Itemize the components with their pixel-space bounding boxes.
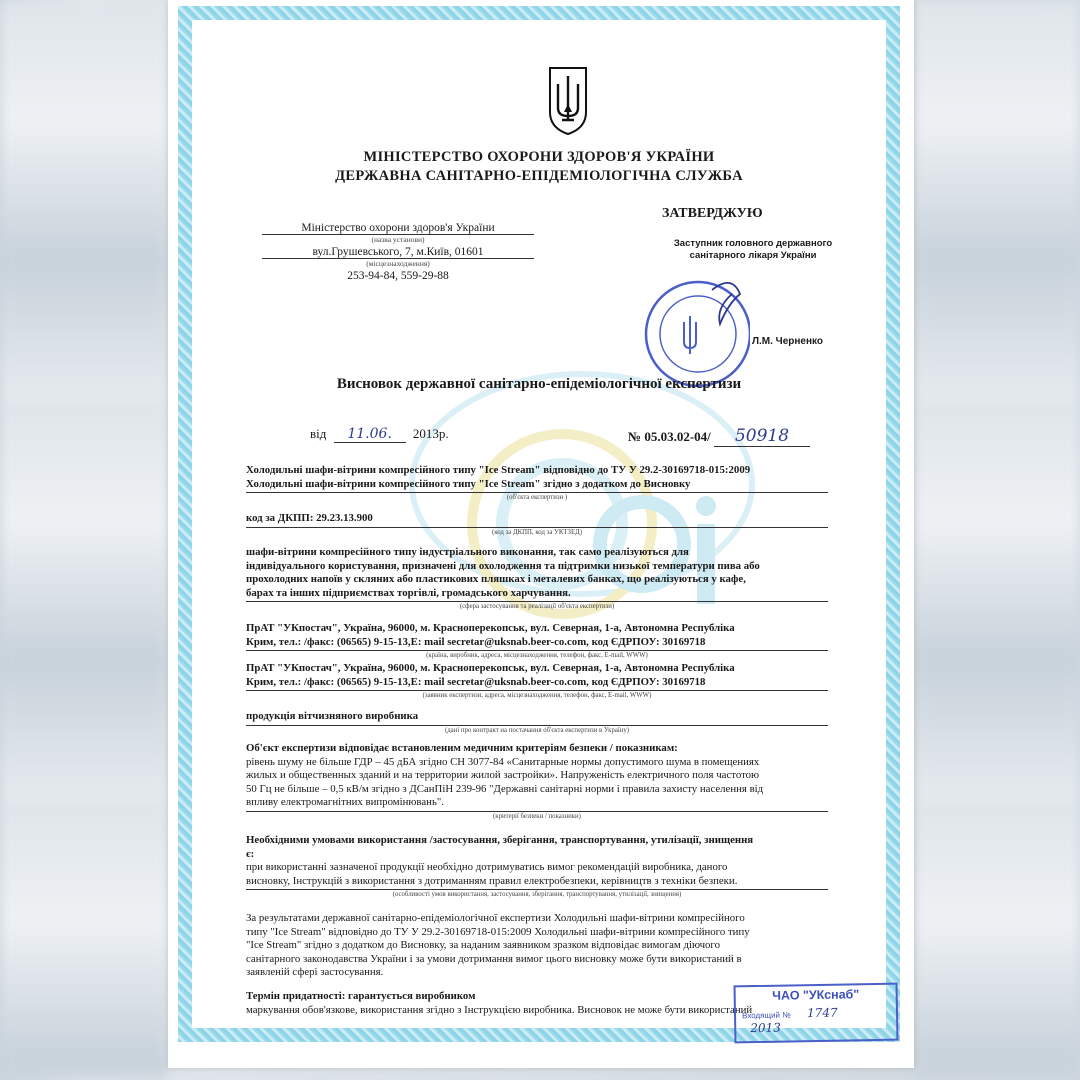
maker-caption: (країна, виробник, адреса, місцезнаходження, телефон, факс, E-mail, WWW) bbox=[246, 650, 828, 660]
document-page bbox=[168, 0, 914, 1068]
guilloche-frame bbox=[178, 6, 900, 1042]
code-caption: (код за ДКПП, код за УКТЗЕД) bbox=[246, 527, 828, 537]
document-title: Висновок державної санітарно-епідеміологічної експертизи bbox=[336, 376, 742, 392]
section-maker bbox=[246, 622, 828, 660]
object-line-2: Холодильні шафи-вітрини компресійного типу "Ice Stream" згідно з додатком до Висновку bbox=[246, 477, 691, 490]
result-line-4: санітарного законодавства України і за умови дотримання вимог цього висновку може бути використаний в bbox=[246, 952, 742, 965]
criteria-line-1: рівень шуму не більше ГДР – 45 дБА згідно СН 3077-84 «Санитарные нормы допустимого шума в помещениях bbox=[246, 755, 760, 768]
ministry-line-1: МІНІСТЕРСТВО ОХОРОНИ ЗДОРОВ'Я УКРАЇНИ bbox=[363, 149, 715, 165]
deputy-position bbox=[638, 238, 868, 262]
applicant-caption: (заявник експертизи, адреса, місцезнаходження, телефон, факс, E-mail, WWW) bbox=[246, 690, 828, 700]
maker-line-2: Крим, тел.: /факс: (06565) 9-15-13,E: mail secretar@uksnab.beer-co.com, код ЄДРПОУ: 30169718 bbox=[246, 635, 706, 648]
trident-emblem-icon bbox=[546, 64, 590, 138]
conditions-line-1: при використанні зазначеної продукції необхідно дотримуватись вимог рекомендацій виробника, даного bbox=[246, 861, 728, 874]
marking-note: маркування обов'язкове, використання згідно з Інструкцією виробника. Висновок не може бути використаний bbox=[246, 1003, 753, 1016]
section-origin bbox=[246, 710, 828, 735]
ministry-header bbox=[206, 148, 872, 186]
section-object bbox=[246, 464, 828, 502]
incoming-stamp bbox=[734, 983, 899, 1044]
background-left bbox=[0, 0, 168, 1080]
institution-name-caption: (назва установи) bbox=[371, 235, 425, 244]
institution-address-caption: (місцезнаходження) bbox=[366, 259, 430, 268]
conditions-caption: (особливості умов використання, застосування, зберігання, транспортування, утилізації, знищення) bbox=[246, 889, 828, 899]
approval-title: ЗАТВЕРДЖУЮ bbox=[662, 206, 763, 221]
stamp-company: ЧАО "УКснаб" bbox=[772, 987, 860, 1003]
code-value: код за ДКПП: 29.23.13.900 bbox=[246, 512, 373, 524]
criteria-line-2: жилых и общественных зданий и на территории жилой застройки». Напруженість електричного поля частотою bbox=[246, 769, 760, 782]
conditions-head: Необхідними умовами використання /застосування, зберігання, транспортування, утилізації, знищення bbox=[246, 834, 754, 846]
institution-address: вул.Грушевського, 7, м.Київ, 01601 bbox=[262, 246, 534, 259]
stamp-incoming-number: 1747 bbox=[806, 1005, 838, 1021]
deputy-line-2: санітарного лікаря України bbox=[689, 250, 817, 261]
scope-caption: (сфера застосування та реалізації об'єкта експертизи) bbox=[246, 601, 828, 611]
deputy-line-1: Заступник головного державного bbox=[673, 238, 833, 249]
date-year: 2013р. bbox=[412, 426, 449, 441]
stamp-year: 2013 bbox=[750, 1020, 781, 1036]
criteria-line-3: 50 Гц не більше – 0,5 кВ/м згідно з ДСанПіН 239-96 "Державні санітарні норми і правила захисту населення від bbox=[246, 782, 764, 795]
ministry-line-2: ДЕРЖАВНА САНІТАРНО-ЕПІДЕМІОЛОГІЧНА СЛУЖБА bbox=[335, 168, 743, 184]
stamp-incoming-text: Входящий № bbox=[741, 1010, 791, 1021]
validity-term: Термін придатності: гарантується виробником bbox=[246, 990, 476, 1002]
document-number bbox=[628, 426, 810, 447]
criteria-line-4: впливу електромагнітних випромінювань". bbox=[246, 796, 444, 809]
section-scope bbox=[246, 546, 828, 611]
origin-caption: (дані про контракт на постачання об'єкта експертизи в Україну) bbox=[246, 725, 828, 735]
result-line-2: типу "Ice Stream" відповідно до ТУ У 29.2-30169718-015:2009 Холодильні шафи-вітрини компресійного типу bbox=[246, 925, 750, 938]
conditions-head-2: є: bbox=[246, 847, 255, 860]
document-content bbox=[206, 34, 872, 1036]
handwritten-date: 11.06. bbox=[334, 426, 406, 443]
object-caption: (об'єкта експертизи ) bbox=[246, 492, 828, 502]
section-result bbox=[246, 912, 828, 980]
scope-line-3: прохолодних напоїв у скляних або пластикових пляшках і металевих банках, що реалізуються у кафе, bbox=[246, 573, 746, 586]
signer-name: Л.М. Черненко bbox=[752, 336, 824, 347]
background-right bbox=[914, 0, 1080, 1080]
scope-line-2: індивідуального користування, призначені для охолодження та підтримки низької температури пива або bbox=[246, 559, 760, 572]
number-prefix: № 05.03.02-04/ bbox=[628, 429, 711, 444]
result-line-5: заявленій сфері застосування. bbox=[246, 966, 384, 979]
section-criteria bbox=[246, 742, 828, 821]
handwritten-number: 50918 bbox=[714, 426, 810, 447]
result-line-1: За результатами державної санітарно-епідеміологічної експертизи Холодильні шафи-вітрини компресійного bbox=[246, 912, 745, 924]
conditions-line-2: висновку, Інструкцій з використання з дотриманням правил електробезпеки, керівництв з техніки безпеки. bbox=[246, 874, 738, 887]
origin-value: продукція вітчизняного виробника bbox=[246, 710, 419, 722]
institution-phones: 253-94-84, 559-29-88 bbox=[347, 270, 449, 282]
applicant-line-1: ПрАТ "УКпостач", Україна, 96000, м. Красноперекопськ, вул. Северная, 1-а, Автономна Республіка bbox=[246, 662, 735, 674]
section-conditions bbox=[246, 834, 828, 899]
date-prefix: від bbox=[310, 426, 327, 441]
result-line-3: "Ice Stream" згідно з додатком до Висновку, за наданим заявником зразком відповідає вимогам діючого bbox=[246, 939, 720, 952]
maker-line-1: ПрАТ "УКпостач", Україна, 96000, м. Красноперекопськ, вул. Северная, 1-а, Автономна Республіка bbox=[246, 622, 735, 634]
scope-line-1: шафи-вітрини компресійного типу індустріального виконання, так само реалізуються для bbox=[246, 546, 689, 558]
criteria-head: Об'єкт експертизи відповідає встановленим медичним критеріям безпеки / показникам: bbox=[246, 742, 678, 754]
section-code bbox=[246, 512, 828, 537]
scope-line-4: барах та інших підприємствах торгівлі, громадського харчування. bbox=[246, 586, 571, 599]
criteria-caption: (критерії безпеки / показники) bbox=[246, 811, 828, 821]
object-line-1: Холодильні шафи-вітрини компресійного типу "Ice Stream" відповідно до ТУ У 29.2-30169718-015:2009 bbox=[246, 464, 751, 476]
institution-name: Міністерство охорони здоров'я України bbox=[262, 222, 534, 235]
institution-block bbox=[262, 222, 534, 282]
document-date bbox=[310, 426, 449, 443]
section-applicant bbox=[246, 662, 828, 700]
applicant-line-2: Крим, тел.: /факс: (06565) 9-15-13,E: mail secretar@uksnab.beer-co.com, код ЄДРПОУ: 30169718 bbox=[246, 675, 706, 688]
